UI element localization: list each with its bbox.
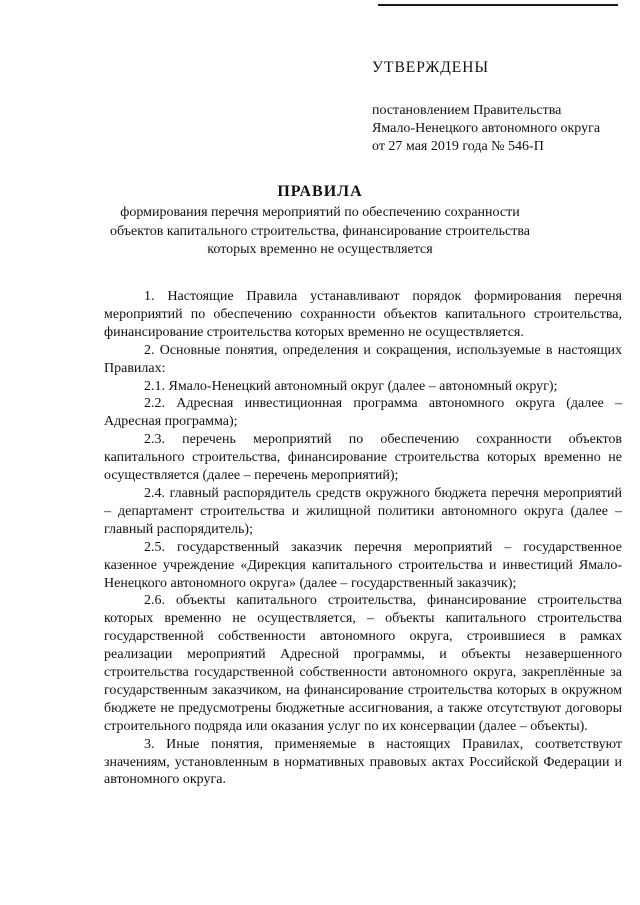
title-subtitle-line: которых временно не осуществляется: [207, 242, 433, 257]
approval-block: [372, 58, 634, 156]
paragraph-2: 2. Основные понятия, определения и сокращения, используемые в настоящих Правилах:: [104, 342, 622, 376]
paragraph-2-1: 2.1. Ямало-Ненецкий автономный округ (далее – автономный округ);: [144, 378, 558, 394]
paragraph-2-3: 2.3. перечень мероприятий по обеспечению сохранности объектов капитального строительства, финансирование строительства которых временно не осуществляется (далее – перечень мероприятий);: [104, 432, 622, 484]
title-subtitle-line: формирования перечня мероприятий по обеспечению сохранности: [120, 205, 520, 220]
document-body: [104, 288, 622, 789]
paragraph-2-6: 2.6. объекты капитального строительства, финансирование строительства которых временно не осуществляется, – объекты капитального строительства государственной собственности автономного округа, строившиеся в рамках реализации мероприятий Адресной программы, и объекты незавершенного строительства государственной собственности автономного округа, закреплённые за государственным заказчиком, на финансирование строительства которых в окружном бюджете не предусмотрены бюджетные ассигнования, а также отсутствуют договоры строительного подряда или оказания услуг по их консервации (далее – объекты).: [104, 593, 622, 734]
approval-line: Ямало-Ненецкого автономного округа: [372, 121, 601, 136]
paragraph-3: 3. Иные понятия, применяемые в настоящих Правилах, соответствуют значениям, установленным в нормативных правовых актах Российской Федерации и автономного округа.: [104, 736, 622, 788]
paragraph-2-5: 2.5. государственный заказчик перечня мероприятий – государственное казенное учреждение «Дирекция капитального строительства и инвестиций Ямало-Ненецкого автономного округа» (далее – государственный заказчик);: [104, 539, 622, 591]
scan-edge-mark: [378, 4, 618, 6]
approval-heading: УТВЕРЖДЕНЫ: [372, 59, 489, 76]
title-subtitle-line: объектов капитального строительства, финансирование строительства: [109, 223, 531, 239]
title-main: ПРАВИЛА: [277, 183, 363, 200]
paragraph-2-4: 2.4. главный распорядитель средств окружного бюджета перечня мероприятий – департамент строительства и жилищной политики автономного округа (далее – главный распорядитель);: [104, 485, 622, 537]
approval-line: от 27 мая 2019 года № 546-П: [372, 139, 544, 154]
paragraph-2-2: 2.2. Адресная инвестиционная программа автономного округа (далее – Адресная программа);: [104, 396, 622, 430]
paragraph-1: 1. Настоящие Правила устанавливают порядок формирования перечня мероприятий по обеспечению сохранности объектов капитального строительства, финансирование строительства которых временно не осуществляется.: [104, 289, 622, 340]
approval-line: постановлением Правительства: [372, 103, 562, 118]
document-title: [0, 181, 640, 260]
